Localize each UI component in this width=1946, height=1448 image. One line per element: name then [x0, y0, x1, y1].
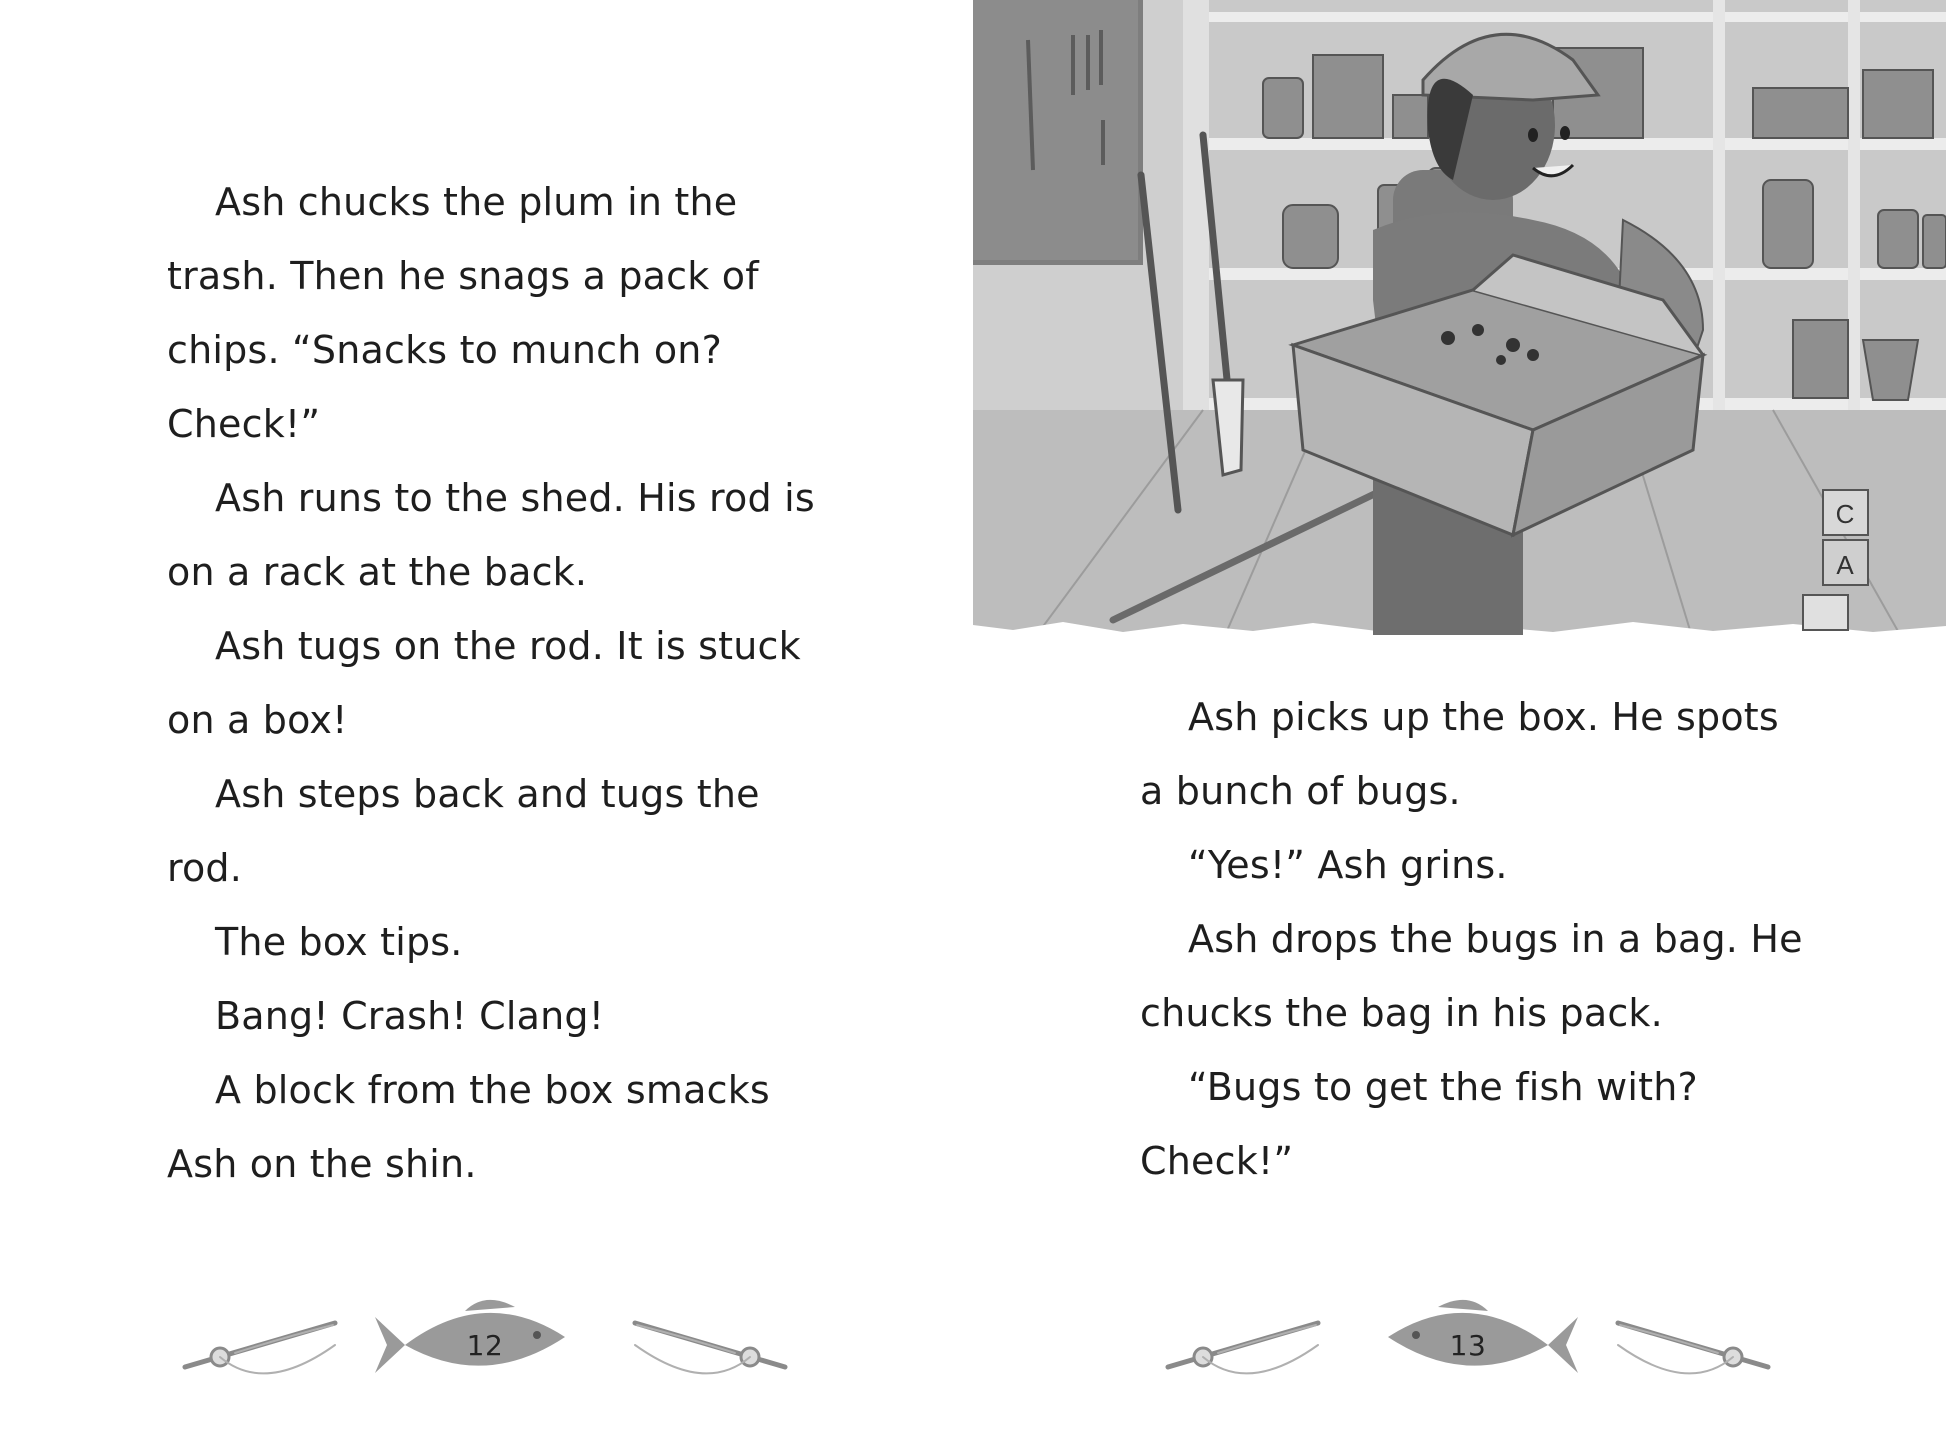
text-line: Ash tugs on the rod. It is stuck — [215, 624, 801, 668]
text-line: “Yes!” Ash grins. — [1188, 843, 1508, 887]
boy-with-box-illustration — [973, 0, 1946, 640]
text-line: Ash chucks the plum in the — [215, 180, 738, 224]
text-line: a bunch of bugs. — [1140, 769, 1461, 813]
text-line: rod. — [167, 846, 243, 890]
page-number: 12 — [466, 1329, 504, 1362]
text-line: Check!” — [167, 402, 321, 446]
text-line: Ash picks up the box. He spots — [1188, 695, 1779, 739]
text-line: chips. “Snacks to munch on? — [167, 328, 722, 372]
text-line: Ash on the shin. — [167, 1142, 477, 1186]
text-line: chucks the bag in his pack. — [1140, 991, 1663, 1035]
text-line: Ash drops the bugs in a bag. He — [1188, 917, 1803, 961]
page-footer-ornament — [175, 1285, 795, 1405]
text-line: Bang! Crash! Clang! — [215, 994, 605, 1038]
text-line: Ash runs to the shed. His rod is — [215, 476, 815, 520]
text-line: “Bugs to get the fish with? — [1188, 1065, 1698, 1109]
block-letter-a: A — [1836, 550, 1854, 580]
block-letter-c: C — [1835, 499, 1855, 529]
left-page-text — [167, 165, 815, 1201]
right-page-text — [1140, 680, 1803, 1198]
page-number: 13 — [1449, 1329, 1487, 1362]
text-line: Check!” — [1140, 1139, 1294, 1183]
text-line: on a rack at the back. — [167, 550, 588, 594]
text-line: Ash steps back and tugs the — [215, 772, 760, 816]
text-line: A block from the box smacks — [215, 1068, 770, 1112]
text-line: trash. Then he snags a pack of — [167, 254, 759, 298]
page-footer-ornament — [1158, 1285, 1778, 1405]
text-line: The box tips. — [215, 920, 463, 964]
text-line: on a box! — [167, 698, 348, 742]
shed-illustration — [973, 0, 1946, 640]
right-page — [973, 0, 1946, 1448]
